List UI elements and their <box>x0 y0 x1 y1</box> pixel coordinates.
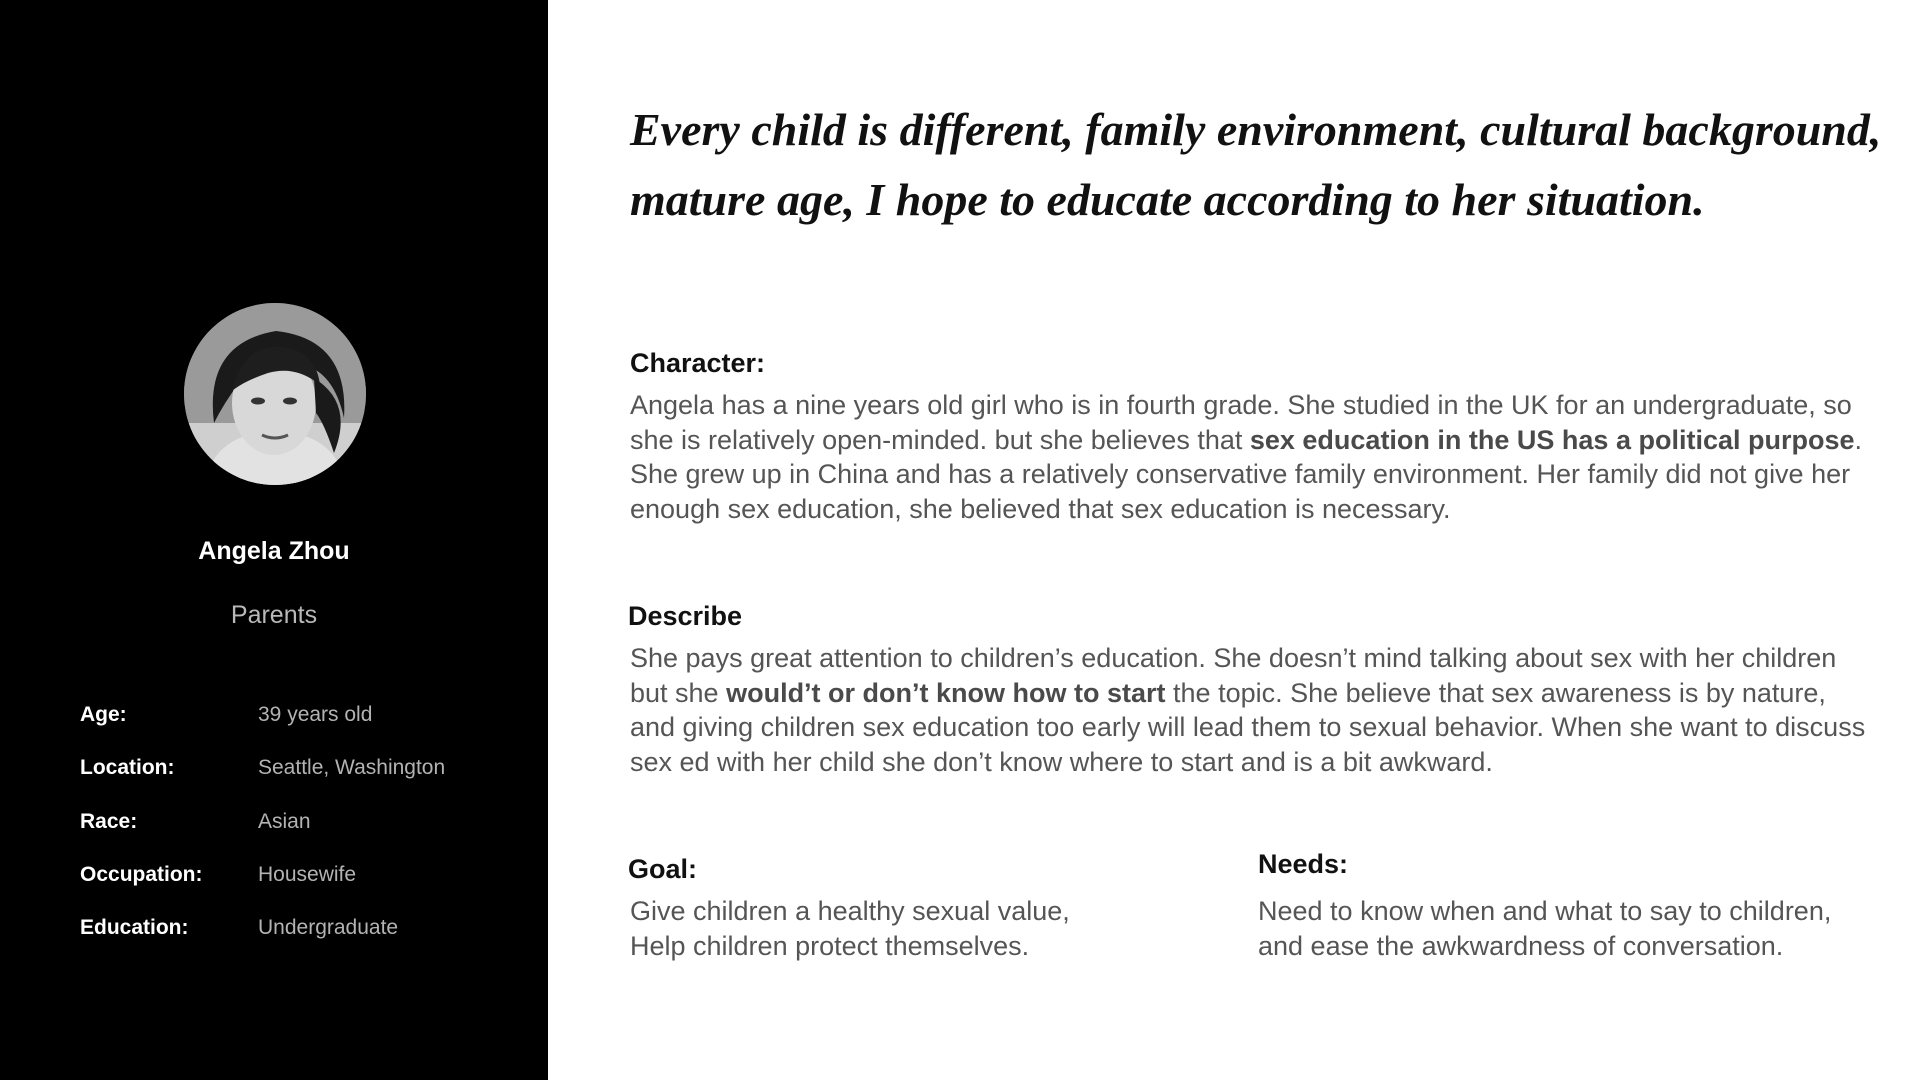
attribute-value: Asian <box>258 810 311 833</box>
attribute-label: Age: <box>80 703 127 726</box>
attribute-row-education <box>80 916 520 946</box>
attribute-row-race <box>80 810 520 840</box>
attribute-label: Race: <box>80 810 138 833</box>
avatar <box>184 303 366 485</box>
goal-line-2: Help children protect themselves. <box>630 930 1030 961</box>
describe-text-part-1: She pays great attention to children’s education. She doesn’t mind talking about sex with her children but she <box>630 643 1837 708</box>
attribute-row-age <box>80 703 520 733</box>
describe-title: Describe <box>628 601 743 631</box>
describe-text-emphasis: would’t or don’t know how to start <box>726 677 1166 708</box>
describe-text <box>630 641 1875 779</box>
character-text <box>630 388 1875 526</box>
attribute-label: Education: <box>80 916 189 939</box>
attribute-row-location <box>80 756 520 786</box>
attribute-value: 39 years old <box>258 703 373 726</box>
quote-line-2: mature age, I hope to educate according to her situation. <box>630 174 1705 225</box>
goal-title: Goal: <box>628 854 698 884</box>
persona-name: Angela Zhou <box>198 537 350 565</box>
persona-quote <box>630 95 1890 235</box>
attribute-label: Location: <box>80 756 175 779</box>
attribute-row-occupation <box>80 863 520 893</box>
goal-line-1: Give children a healthy sexual value, <box>630 896 1070 926</box>
persona-role: Parents <box>230 601 318 629</box>
character-text-part-2: . She grew up in China and has a relatively conservative family environment. Her family did not give her enough sex education, she believed that sex education is necessary. <box>630 424 1863 524</box>
describe-text-part-2: the topic. She believe that sex awareness is by nature, and giving children sex education too early will lead them to sexual behavior. When she want to discuss sex ed with her child she don’t know where to start and is a bit awkward. <box>630 677 1866 777</box>
character-text-emphasis: sex education in the US has a political purpose <box>1249 424 1855 455</box>
attribute-value: Seattle, Washington <box>258 756 446 779</box>
needs-title: Needs: <box>1258 849 1349 879</box>
attribute-value: Housewife <box>258 863 357 886</box>
character-title: Character: <box>630 348 766 378</box>
needs-text: Need to know when and what to say to children, and ease the awkwardness of conversation. <box>1258 896 1832 961</box>
quote-line-1: Every child is different, family environment, cultural background, <box>630 104 1882 155</box>
profile-sidebar <box>0 0 548 1080</box>
attribute-value: Undergraduate <box>258 916 399 939</box>
character-text-part-1: Angela has a nine years old girl who is in fourth grade. She studied in the UK for an undergraduate, so she is relatively open-minded. but she believes that <box>630 390 1852 455</box>
goal-text <box>630 894 1230 963</box>
attribute-label: Occupation: <box>80 863 203 886</box>
person-portrait-icon <box>184 303 366 485</box>
